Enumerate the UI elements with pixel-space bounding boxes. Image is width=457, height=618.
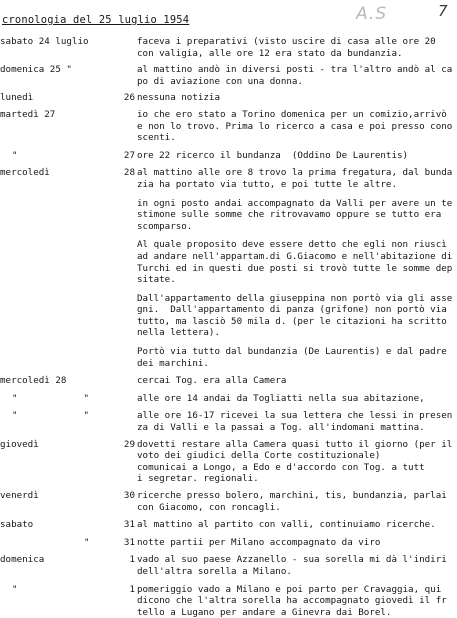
entry-text (137, 109, 457, 144)
entry-date-number: 30 (123, 490, 135, 501)
entry-day: " (84, 536, 90, 548)
text-line: za di Valli e la passai a Tog. all'indomani mattina. (137, 422, 425, 434)
entry-sat-31-night (0, 537, 457, 549)
text-line: con valigia, alle ore 12 era stato da bundanzia. (137, 47, 403, 59)
document-title: cronologia del 25 luglio 1954 (2, 14, 190, 26)
text-line: in ogni posto andai accompagnato da Valli per avere un te (137, 197, 453, 209)
entry-day: mercoledì 28 (0, 375, 67, 387)
entry-day: giovedì (0, 438, 39, 450)
text-line: nessuna notizia (137, 92, 220, 104)
entry-wed-28-camera (0, 375, 457, 387)
text-line: dovetti restare alla Camera quasi tutto il giorno (per il (137, 438, 453, 450)
text-line: stimone sulle somme che ritrovavamo oppure se tutto era (137, 209, 442, 221)
entry-text (137, 393, 457, 405)
entry-paragraph (0, 198, 457, 233)
entry-wed-28-14h (0, 393, 457, 405)
entry-day: domenica (0, 554, 45, 566)
text-line: zia ha portato via tutto, e poi tutte le altre. (137, 178, 397, 190)
text-line: vado al suo paese Azzanello - sua sorella mi dà l'indiri (137, 554, 447, 566)
entry-date-number: " (83, 392, 89, 404)
text-line: tello a Lugano per andare a Ginevra dai Borel. (137, 606, 392, 618)
text-line: con Giacomo, con roncagli. (137, 501, 281, 513)
entry-paragraph (0, 239, 457, 285)
text-line: comunicai a Longo, a Edo e d'accordo con Tog. a tutt (137, 461, 425, 473)
entry-mon-26 (0, 92, 457, 104)
text-line: sitate. (137, 274, 176, 286)
entry-text (137, 167, 457, 190)
text-line: dell'altra sorella a Milano. (137, 565, 292, 577)
text-line: cercai Tog. era alla Camera (137, 375, 287, 387)
text-line: scomparso. (137, 220, 193, 232)
entry-text (137, 439, 457, 485)
entry-tue-27 (0, 109, 457, 144)
entry-date-number: 1 (129, 583, 135, 595)
entry-text (137, 519, 457, 531)
entry-day: mercoledì (0, 167, 50, 179)
entry-day: " (12, 583, 18, 595)
entry-day: sabato (0, 519, 34, 531)
text-line: notte partii per Milano accompagnato da viro (137, 536, 381, 548)
entry-day: " (12, 392, 18, 404)
text-line: al mattino al partito con valli, continuiamo ricerche. (137, 519, 436, 531)
text-line: Portò via tutto dal bundanzia (De Laurentis) e dal padre (137, 346, 447, 358)
entry-day: venerdì (0, 490, 39, 501)
entry-date-number: 26 (123, 92, 135, 104)
text-line: nella lettera). (137, 327, 220, 339)
entry-day: " (12, 410, 18, 422)
entry-text (137, 490, 457, 513)
text-line: dicono che l'altra sorella ha accompagnato giovedì il fr (137, 595, 447, 607)
text-line: io che ero stato a Torino domenica per un comizio,arrivò (137, 108, 447, 120)
text-line: e non lo trovo. Prima lo ricerco a casa e poi presso cono (137, 120, 453, 132)
entry-date-number: 31 (123, 519, 135, 531)
entry-text (137, 198, 457, 233)
entry-day: martedì 27 (0, 108, 56, 120)
text-line: voto dei giudici della Corte costituzionale) (137, 450, 381, 462)
handwritten-page-number: 7 (438, 2, 448, 20)
entry-text (137, 36, 457, 59)
text-line: al mattino alle ore 8 trovo la prima fregatura, dal bunda (137, 167, 453, 179)
entry-sat-24 (0, 36, 457, 59)
entry-sun-1 (0, 554, 457, 577)
text-line: al mattino andò in diversi posti - tra l'altro andò al ca (137, 64, 453, 76)
entry-day: sabato 24 luglio (0, 36, 89, 47)
entry-date-number: 1 (129, 554, 135, 566)
entry-sat-31 (0, 519, 457, 531)
entry-date-number: 31 (123, 536, 135, 548)
entry-wed-28 (0, 167, 457, 190)
entry-date-number: " (83, 410, 89, 422)
text-line: Dall'appartamento della giuseppina non portò via gli asse (137, 292, 453, 304)
entry-text (137, 239, 457, 285)
entry-wed-28-16h (0, 410, 457, 433)
text-line: gni. Dall'appartamento di panza (grifone) non portò via (137, 304, 447, 316)
entry-day: lunedì (0, 92, 34, 104)
text-line: i segretar. regionali. (137, 473, 259, 485)
text-line: tutto, ma lasciò 50 mila d. (per le citazioni ha scritto (137, 315, 447, 327)
entry-paragraph (0, 293, 457, 339)
entry-day: domenica 25 " (0, 64, 72, 76)
text-line: alle ore 16-17 ricevei la sua lettera che lessi in presen (137, 410, 453, 422)
entry-tue-27-evening (0, 150, 457, 162)
entry-text (137, 92, 457, 104)
entry-text (137, 537, 457, 549)
entry-sun-25 (0, 64, 457, 87)
entry-day: " (12, 149, 18, 161)
text-line: dei marchini. (137, 357, 209, 369)
entry-text (137, 554, 457, 577)
entry-text (137, 293, 457, 339)
text-line: scenti. (137, 132, 176, 144)
entry-text (137, 410, 457, 433)
entry-date-number: 28 (123, 167, 135, 179)
entry-text (137, 375, 457, 387)
entry-fri-30 (0, 490, 457, 513)
chronology-entries (0, 36, 457, 618)
text-line: ricerche presso bolero, marchini, tis, bundanzia, parlai (137, 490, 447, 501)
text-line: po di aviazione con una donna. (137, 75, 303, 87)
text-line: ore 22 ricerco il bundanza (Oddino De Laurentis) (137, 149, 409, 161)
entry-date-number: 27 (123, 149, 135, 161)
entry-paragraph (0, 346, 457, 369)
text-line: alle ore 14 andai da Togliatti nella sua abitazione, (137, 392, 425, 404)
text-line: ad andare nell'appartam.di G.Giacomo e nell'abitazione di (137, 250, 453, 262)
entry-text (137, 584, 457, 618)
entry-sun-1-afternoon (0, 584, 457, 618)
entry-thu-29 (0, 439, 457, 485)
entry-text (137, 346, 457, 369)
text-line: Turchi ed in questi due posti si trovò tutte le somme dep (137, 262, 453, 274)
entry-text (137, 150, 457, 162)
text-line: pomeriggio vado a Milano e poi parto per Cravaggia, qui (137, 583, 442, 595)
text-line: faceva i preparativi (visto uscire di casa alle ore 20 (137, 36, 436, 47)
handwritten-initials: A.S (356, 4, 388, 24)
entry-text (137, 64, 457, 87)
entry-date-number: 29 (123, 438, 135, 450)
text-line: Al quale proposito deve essere detto che egli non riuscì (137, 239, 447, 251)
